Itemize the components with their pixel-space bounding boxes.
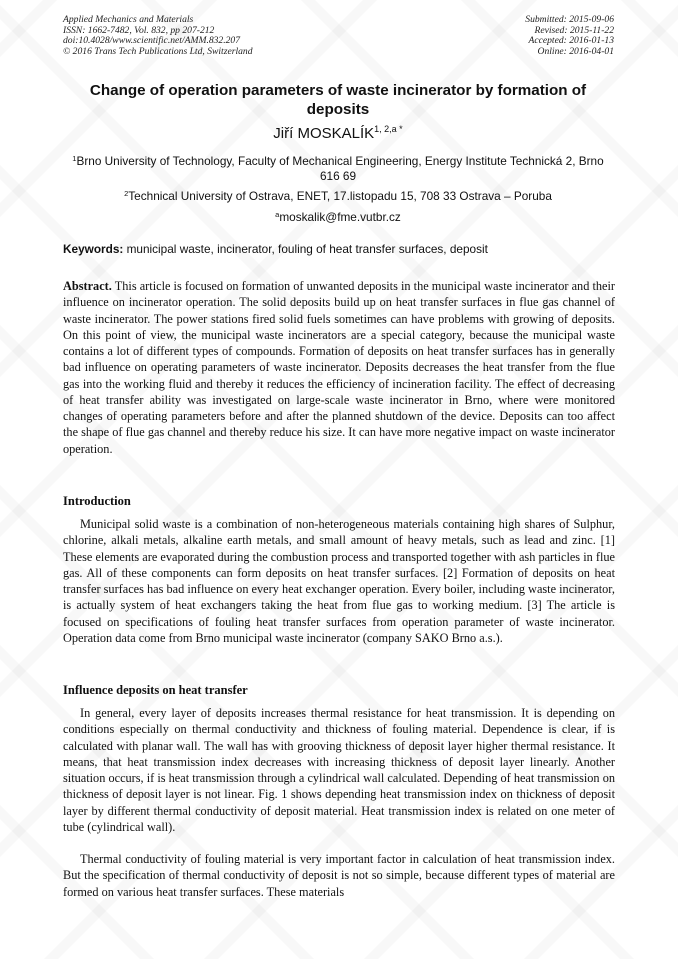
deposits-paragraph-1: In general, every layer of deposits increases thermal resistance for heat transmission. It is depending on conditions especially on thermal conductivity and thickness of fouling material. Dependence is clear, if is calculated with planar wall. The wall has with grooving thickness of deposit layer higher thermal resistance. It means, that heat transmission index decreases with increasing thickness of deposit layer linearly. Another situation occurs, if is heat transmission through a cylindrical wall calculated. Depending of heat transmission on thickness of deposit layer is not linear. Fig. 1 shows depending heat transmission index on thickness of deposit layer by different thermal conductivity of deposit material. Heat transmission index is related on one meter of tube (cylindrical wall). — [63, 706, 615, 834]
journal-issn: ISSN: 1662-7482, Vol. 832, pp 207-212 — [63, 24, 215, 36]
affiliation-2-mark: 2 — [124, 189, 129, 198]
introduction-paragraph: Municipal solid waste is a combination of non-heterogeneous materials containing high shares of Sulphur, chlorine, alkali metals, alkaline earth metals, and small amount of heavy metals, such as lead and zinc. [1] These elements are evaporated during the combustion process and transported together with ash particles in flue gas. All of these components can form deposits on heat transfer surfaces. [2] Formation of deposits on heat transfer surfaces has bad influence on every heat exchanger operation. Every boiler, including waste incinerator, is actually system of heat exchangers taking the heat from flue gas to working medium. [3] The article is focused on specifications of fouling heat transfer surfaces from operation parameter of waste incinerator. Operation data come from Brno municipal waste incinerator (company SAKO Brno a.s.). — [63, 517, 615, 645]
date-revised: Revised: 2015-11-22 — [534, 24, 614, 36]
section-heading-deposits: Influence deposits on heat transfer — [63, 683, 248, 697]
abstract — [63, 278, 615, 457]
author-line — [60, 124, 616, 142]
date-submitted: Submitted: 2015-09-06 — [525, 14, 614, 25]
journal-doi: doi:10.4028/www.scientific.net/AMM.832.207 — [63, 35, 241, 47]
paper-title: Change of operation parameters of waste incinerator by formation of deposits — [89, 82, 587, 118]
affiliation-email — [70, 207, 606, 225]
affiliation-2 — [70, 186, 606, 204]
author-affiliation-marks: 1, 2,a * — [374, 124, 403, 134]
section-heading-introduction: Introduction — [63, 494, 131, 508]
affiliation-1 — [70, 151, 606, 184]
abstract-text: This article is focused on formation of unwanted deposits in the municipal waste incinerator and their influence on incinerator operation. The solid deposits build up on heat transfer surfaces in flue gas channel of waste incinerator. The power stations fired solid fuels sometimes can have problems with growing of deposits. On this point of view, the municipal waste incinerators are a special category, because the municipal waste contains a lot of different types of compounds. Formation of deposits on heat transfer surfaces has in generally bad influence on operating parameters of waste incinerator. Deposits decreases the heat transfer from the flue gas into the working fluid and thereby it reduces the efficiency of incineration facility. The effect of decreasing of heat transfer ability was investigated on large-scale waste incinerator in Brno, where were monitored changes of operating parameters before and after the planned shutdown of the device. Deposits can too affect the shape of flue gas channel and thereby reduce his size. It can have more negative impact on waste incinerator operation. — [63, 279, 615, 456]
affiliation-1-text: Brno University of Technology, Faculty of Mechanical Engineering, Energy Institute Technická 2, Brno 616 69 — [76, 154, 604, 183]
date-accepted: Accepted: 2016-01-13 — [528, 35, 614, 47]
author-name: Jiří MOSKALÍK — [273, 125, 375, 142]
author-email: moskalik@fme.vutbr.cz — [279, 210, 401, 224]
affiliation-1-mark: 1 — [72, 154, 77, 163]
journal-copyright: © 2016 Trans Tech Publications Ltd, Switzerland — [63, 45, 253, 57]
keywords-text: municipal waste, incinerator, fouling of heat transfer surfaces, deposit — [123, 242, 488, 256]
journal-name: Applied Mechanics and Materials — [63, 14, 194, 25]
deposits-paragraph-2: Thermal conductivity of fouling material is very important factor in calculation of heat transmission index. But the specification of thermal conductivity of deposit is not so simple, because different types of material are formed on various heat transfer surfaces. These materials — [63, 852, 615, 899]
header-journal-info — [63, 15, 253, 57]
date-online: Online: 2016-04-01 — [537, 45, 614, 57]
keywords — [63, 242, 615, 256]
keywords-label: Keywords: — [63, 242, 124, 256]
header-dates — [525, 15, 614, 57]
affiliation-2-text: Technical University of Ostrava, ENET, 17.listopadu 15, 708 33 Ostrava – Poruba — [128, 189, 552, 203]
abstract-label: Abstract. — [63, 279, 112, 293]
affiliation-email-mark: a — [275, 210, 280, 219]
